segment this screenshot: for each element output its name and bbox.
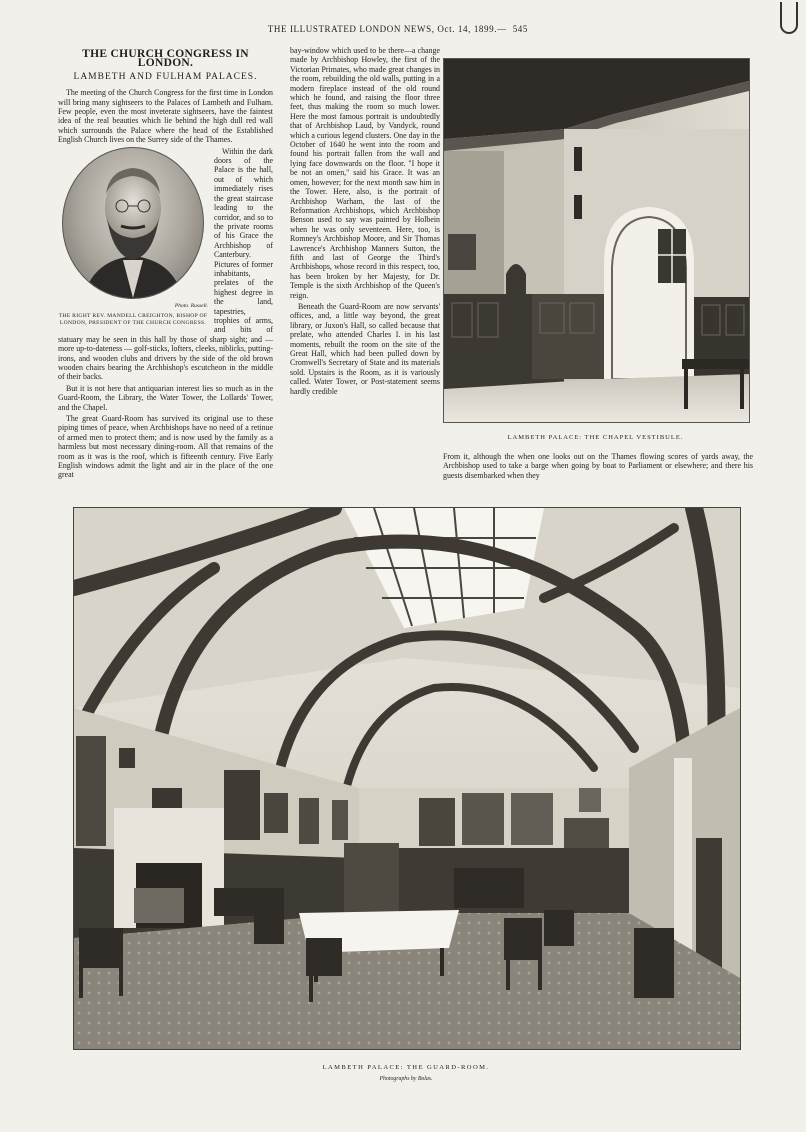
article-title: THE CHURCH CONGRESS IN LONDON. xyxy=(82,48,249,70)
article-paragraph: From it, although the when one looks out on the Thames flowing scores of yards away, the Archbishop used to take a barge when going by boat to Parliament or elsewhere; and there his guests disembarked when they xyxy=(443,452,753,480)
article-paragraph: The meeting of the Church Congress for the first time in London will bring many sightseers to the Palaces of Lambeth and Fulham. Few people, even the most inveterate sightseers, have the faintest idea of the real beauties which lie behind the high dull red wall which surrounds the Palace where the head of the Established English Church lives on the Surrey side of the Thames. xyxy=(58,88,273,145)
article-paragraph: But it is not here that antiquarian interest lies so much as in the Guard-Room, the Library, the Water Tower, the Lollards' Tower, and the Chapel. xyxy=(58,383,273,412)
running-head xyxy=(0,24,806,38)
photographs-credit: Photographs by Bolas. xyxy=(379,1076,433,1082)
portrait-caption: THE RIGHT REV. MANDELL CREIGHTON, BISHOP OF LONDON, PRESIDENT OF THE CHURCH CONGRESS. xyxy=(58,313,208,327)
portrait-figure xyxy=(58,147,208,327)
chapel-caption: LAMBETH PALACE: THE CHAPEL VESTIBULE. xyxy=(507,434,684,441)
bishop-portrait-image xyxy=(62,147,204,299)
article-column-2 xyxy=(290,46,440,478)
article-paragraph: bay-window which used to be there—a change made by Archbishop Howley, the first of the Victorian Primates, who made great changes in the room, rebuilding the old walls, putting in a modern fireplace instead of the old round which he found, and raising the floor three feet, thus making the room so much lower. Here the most famous portrait is undoubtedly that of Archbishop Laud, by Vandyck, round which a curious legend clusters. One day in the October of 1640 he went into the room and found his portrait fallen from the wall and lying face downwards on the floor. "I hope it be not an omen," said his Grace. It was an omen, however; for the next month saw him in the Tower. Here, also, is the portrait of Archbishop Warham, the last of the Reformation Archbishops, which Archbishop Benson used to say was painted by Holbein when he was only seventeen. Here, too, is Romney's Archbishop Moore, and Sir Thomas Lawrence's Archbishop Manners Sutton, the fifth and last of George the Third's Archbishops, whose record in this respect, too, has been broken by her Majesty, for Dr. Temple is the sixth Archbishop of the Queen's reign. xyxy=(290,46,440,300)
article-paragraph: Within the dark doors of the Palace is the hall, out of which immediately rises the great staircase leading to the corridor, and so to the private rooms of his Grace the Archbishop of Canterbury. Pictures of former inhabitants, prelates of the highest degree in the land, tapestries, trophies of arms, and bits of statuary may be seen in this hall by those of sharp sight; and — more up-to-dateness — golf-sticks, lofters, cleeks, niblicks, putting-irons, and wooden clubs and drivers by the side of the old brown wooden chairs bearing the Archbishop's escutcheon in the middle of their backs. xyxy=(58,146,273,382)
guard-room-caption: LAMBETH PALACE: THE GUARD-ROOM. xyxy=(322,1064,490,1071)
page-number: 545 xyxy=(512,24,528,34)
portrait-photo-credit: Photo. Russell. xyxy=(174,302,208,309)
article-paragraph: The great Guard-Room has survived its original use to these piping times of peace, when Archbishops have no need of a retinue of armed men to protect them; and is now used by the family as a harmless but most necessary dining-room. All that remains of the room as it was is the roof, which is fifteenth century. Five Early English windows admit the light and air in the place of the one great xyxy=(58,414,273,480)
guard-room-photo xyxy=(73,507,741,1050)
article-paragraph: Beneath the Guard-Room are now servants' offices, and, a little way beyond, the great library, or Juxon's Hall, so called because that prelate, who attended Charles I. in his last moments, rebuilt the room on the site of the Great Hall, which had been pulled down by Cromwell's Secretary of State and its materials sold. Upstairs is the Room, as it is variously called. Water Tower, or Post-statement seems hardly credible xyxy=(290,301,440,396)
article-continuation xyxy=(443,452,753,480)
running-head-title: THE ILLUSTRATED LONDON NEWS, Oct. 14, 1899.— xyxy=(267,24,507,34)
chapel-vestibule-photo xyxy=(443,58,750,423)
article-column-1 xyxy=(58,46,273,482)
article-subtitle: LAMBETH AND FULHAM PALACES. xyxy=(73,71,258,82)
